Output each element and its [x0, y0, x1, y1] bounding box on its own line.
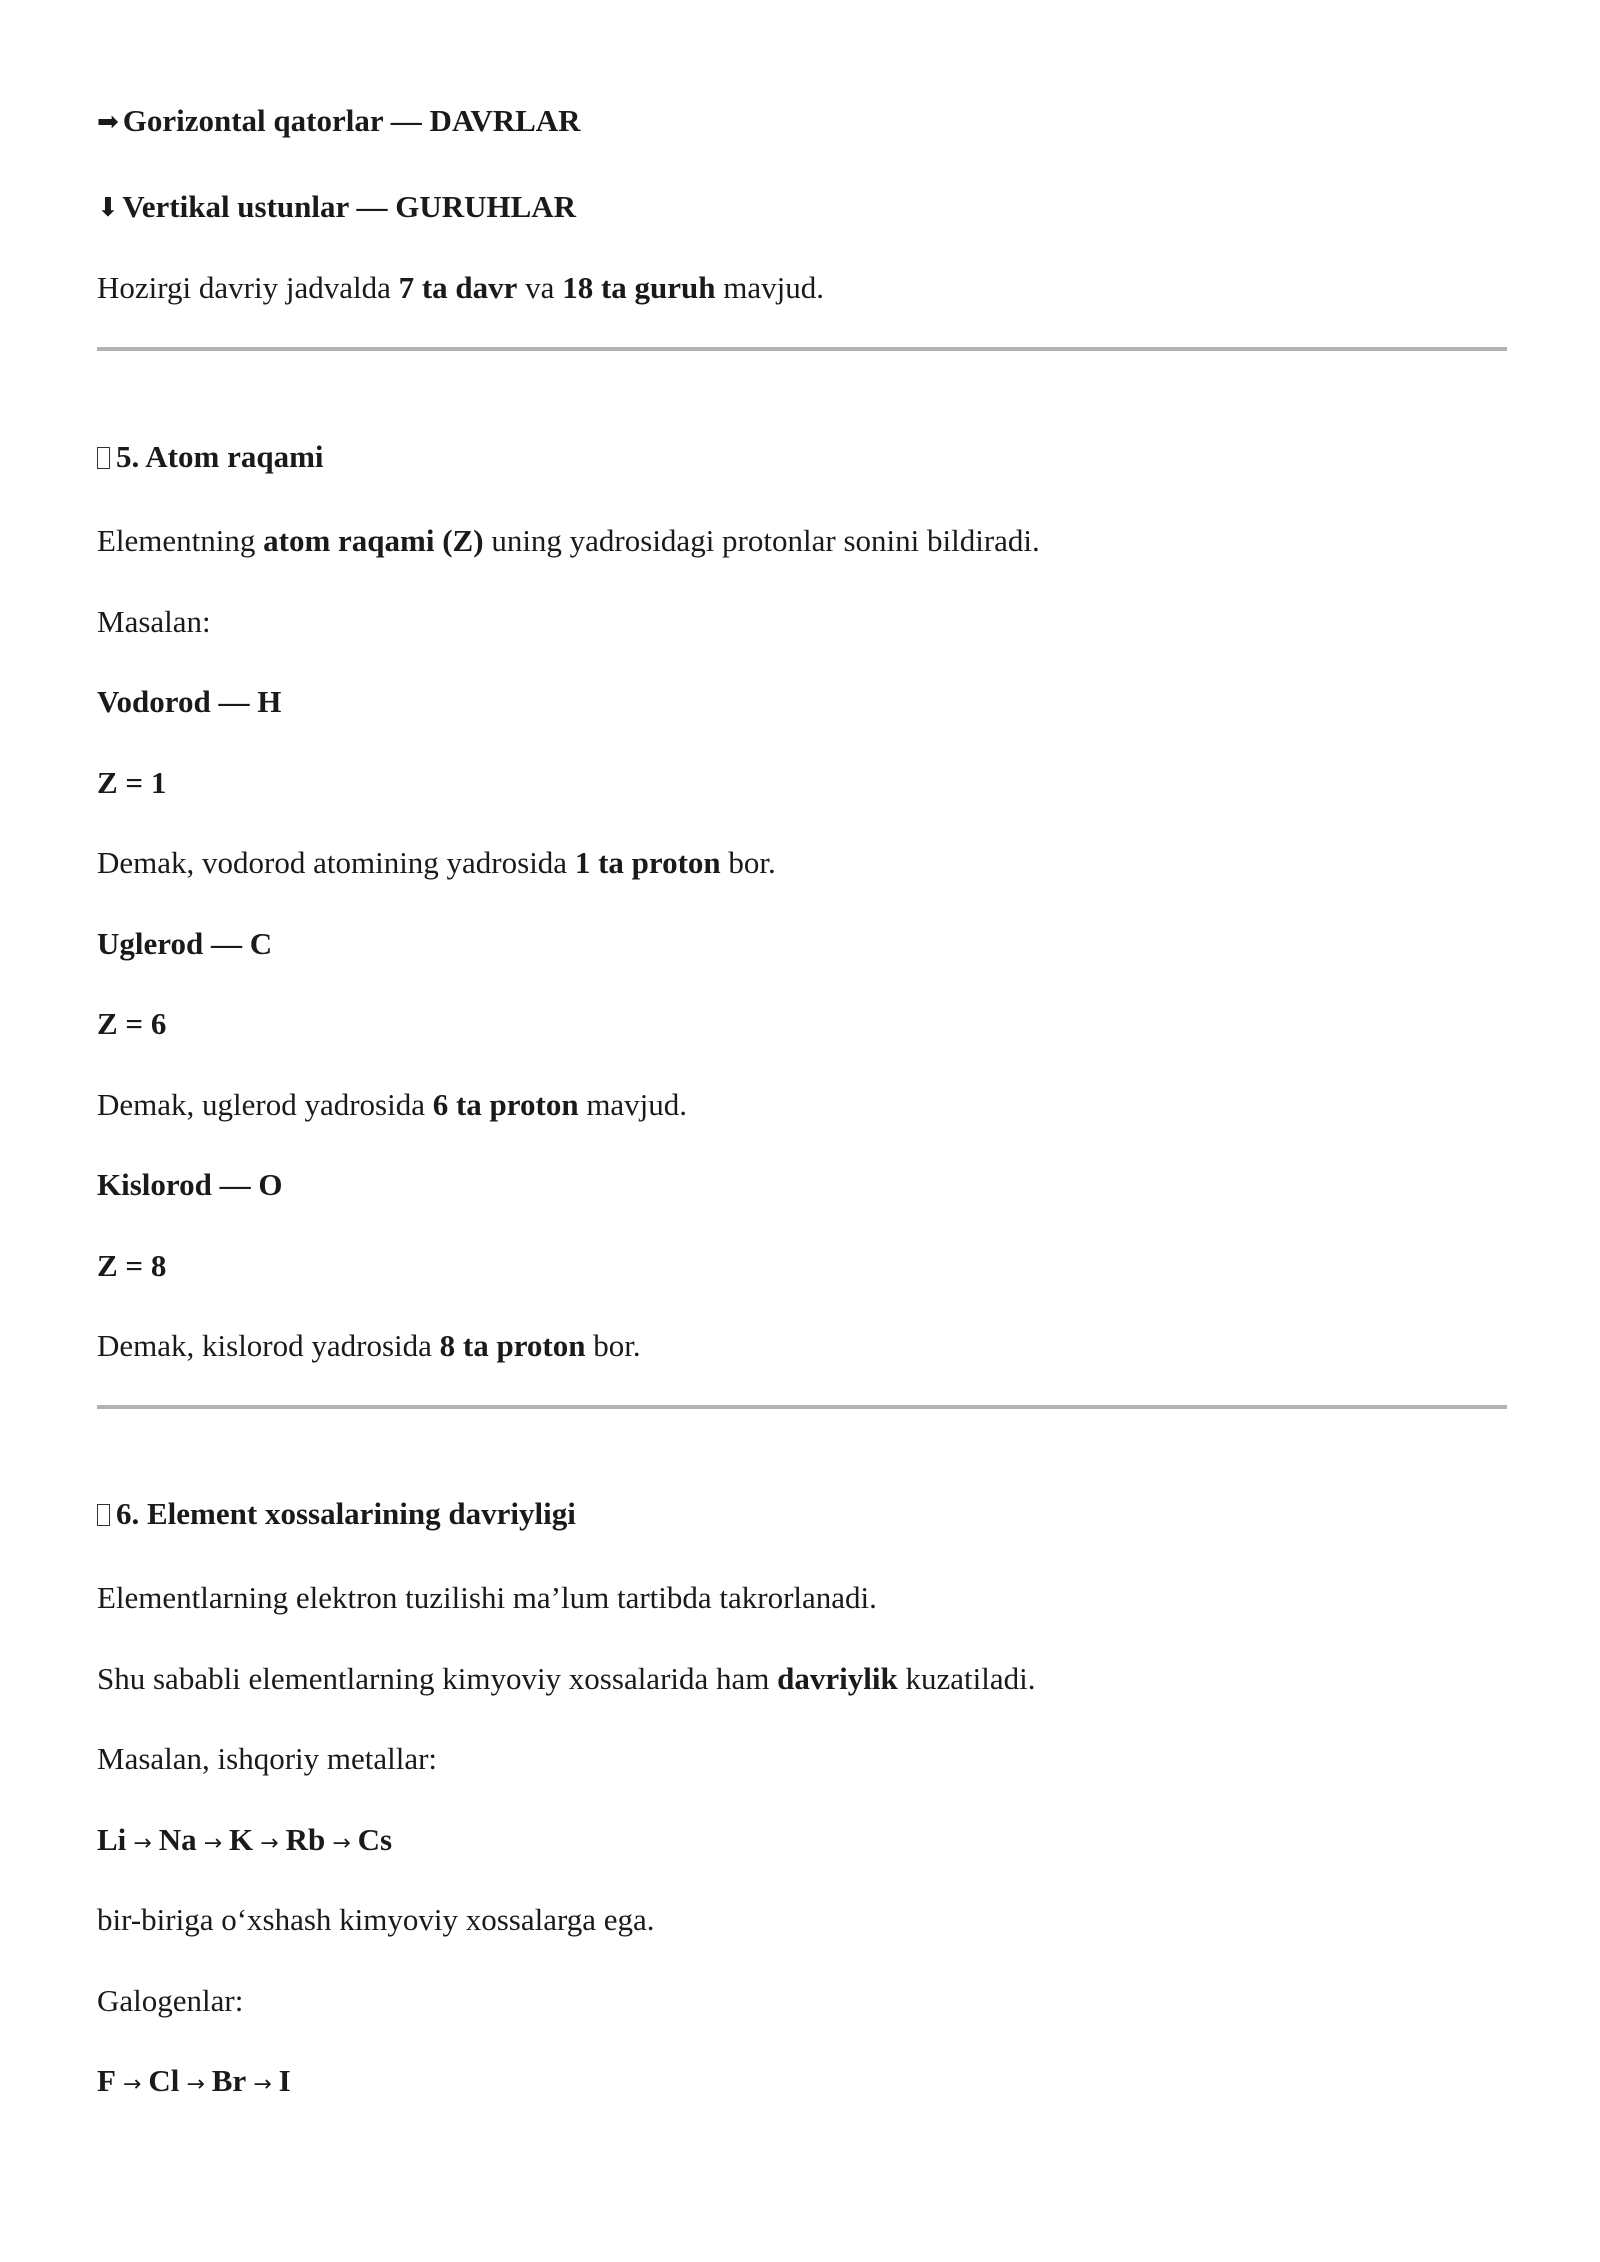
vertical-columns-line [97, 187, 576, 228]
example-element-name: Vodorod — H [97, 684, 282, 719]
example-atomic-number: Z = 1 [97, 765, 167, 800]
periodicity-text [97, 1659, 1035, 1699]
element-symbol: I [278, 2063, 291, 2098]
example-element-name: Kislorod — O [97, 1167, 283, 1202]
halogens-label: Galogenlar: [97, 1983, 244, 2018]
series-arrow: → [246, 2072, 279, 2097]
example-atomic-number: Z = 8 [97, 1248, 167, 1283]
conclusion-text: Demak, uglerod yadrosida [97, 1087, 433, 1122]
horizontal-rows-line [97, 101, 581, 142]
element-symbol: Na [158, 1822, 197, 1857]
section-6-heading [97, 1494, 576, 1534]
atomic-number-definition [97, 521, 1040, 561]
series-arrow: → [196, 1831, 230, 1856]
periodicity-plain: kuzatiladi. [897, 1661, 1036, 1696]
summary-groups: 18 ta guruh [562, 270, 716, 305]
proton-count: 1 ta proton [574, 845, 721, 880]
definition-text: Elementning [97, 523, 264, 558]
example-conclusion [97, 843, 776, 883]
missing-glyph-box-icon [97, 447, 110, 469]
series-arrow: → [126, 1831, 159, 1856]
element-symbol: K [229, 1822, 254, 1857]
element-symbol: Li [97, 1822, 127, 1857]
section-divider [97, 1405, 1507, 1409]
example-conclusion [97, 1085, 687, 1125]
section-divider [97, 347, 1507, 351]
series-arrow: → [179, 2072, 212, 2097]
example-label: Masalan: [97, 604, 211, 639]
conclusion-text: bor. [585, 1328, 641, 1363]
series-arrow: → [253, 1831, 286, 1856]
example-element-name: Uglerod — C [97, 926, 273, 961]
summary-text: Hozirgi davriy jadvalda [97, 270, 399, 305]
series-arrow: → [115, 2072, 149, 2097]
missing-glyph-box-icon [97, 1504, 110, 1526]
conclusion-text: mavjud. [578, 1087, 688, 1122]
element-symbol: Br [211, 2063, 247, 2098]
proton-count: 6 ta proton [432, 1087, 579, 1122]
proton-count: 8 ta proton [439, 1328, 586, 1363]
alkali-metals-label: Masalan, ishqoriy metallar: [97, 1741, 438, 1776]
section-6-title: 6. Element xossalarining davriyligi [116, 1496, 576, 1531]
conclusion-text: Demak, kislorod yadrosida [97, 1328, 440, 1363]
element-symbol: Cl [148, 2063, 180, 2098]
alkali-metals-note: bir-biriga o‘xshash kimyoviy xossalarga ega. [97, 1902, 655, 1937]
example-atomic-number: Z = 6 [97, 1006, 167, 1041]
periodicity-plain: Shu sababli elementlarning kimyoviy xossalarida ham [97, 1661, 778, 1696]
section-5-title: 5. Atom raqami [116, 439, 324, 474]
down-arrow-icon: ⬇ [97, 193, 119, 223]
element-symbol: Cs [357, 1822, 393, 1857]
periodicity-term: davriylik [777, 1661, 898, 1696]
summary-periods: 7 ta davr [398, 270, 518, 305]
halogens-series [97, 2061, 291, 2105]
summary-text: va [517, 270, 563, 305]
right-arrow-icon: ➡ [97, 107, 119, 137]
section-5-heading [97, 437, 324, 477]
series-arrow: → [325, 1831, 358, 1856]
definition-term: atom raqami (Z) [263, 523, 484, 558]
summary-text: mavjud. [715, 270, 824, 305]
definition-text: uning yadrosidagi protonlar sonini bildiradi. [483, 523, 1040, 558]
electron-structure-text: Elementlarning elektron tuzilishi ma’lum tartibda takrorlanadi. [97, 1580, 877, 1615]
horizontal-rows-text: Gorizontal qatorlar — DAVRLAR [122, 103, 581, 138]
conclusion-text: bor. [720, 845, 776, 880]
element-symbol: F [97, 2063, 116, 2098]
element-symbol: Rb [285, 1822, 326, 1857]
example-conclusion [97, 1326, 641, 1366]
vertical-columns-text: Vertikal ustunlar — GURUHLAR [122, 189, 577, 224]
conclusion-text: Demak, vodorod atomining yadrosida [97, 845, 575, 880]
periods-groups-summary [97, 268, 824, 308]
alkali-metals-series [97, 1820, 392, 1864]
